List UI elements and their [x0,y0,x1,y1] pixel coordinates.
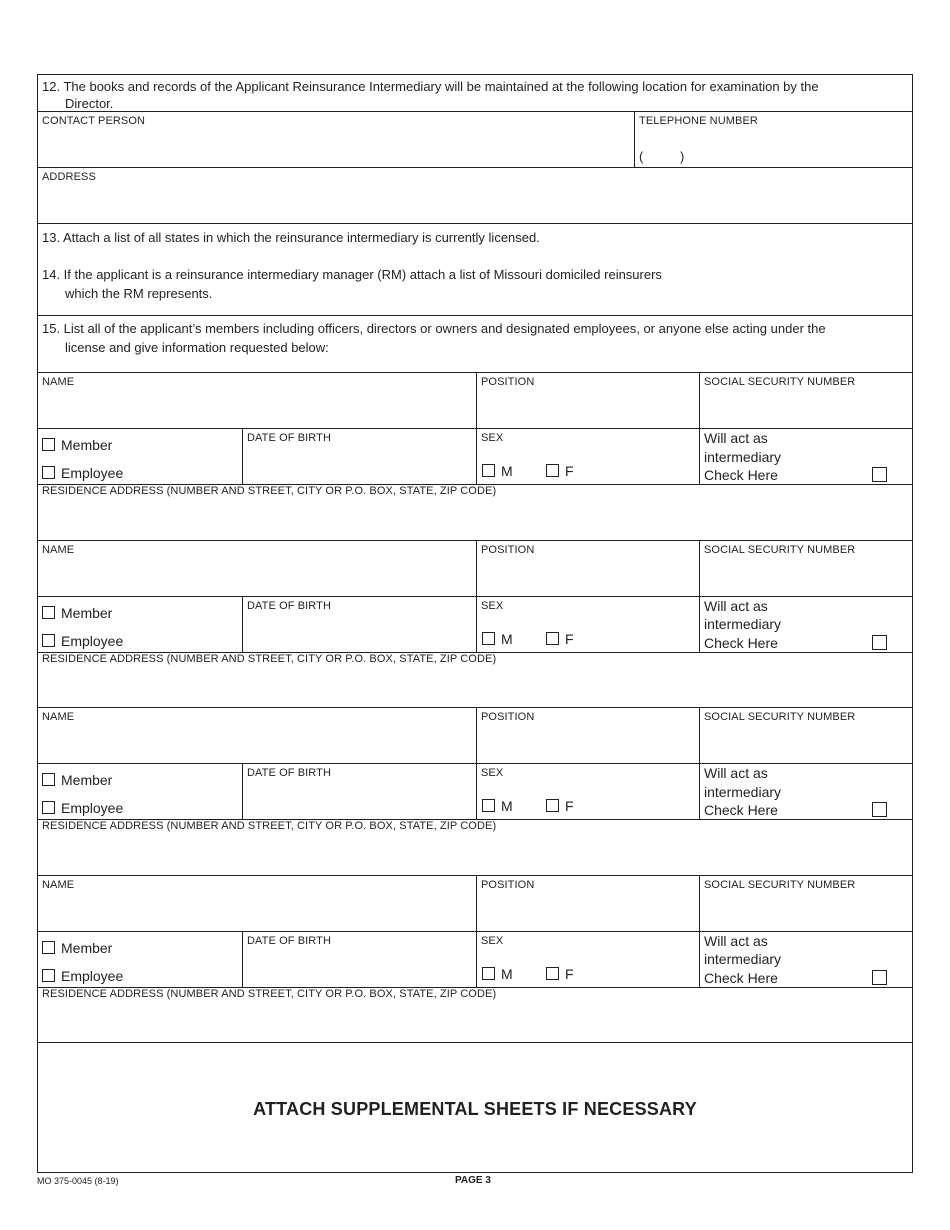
member-option[interactable] [42,940,112,956]
employee-option[interactable] [42,968,123,984]
dob-label: DATE OF BIRTH [247,767,332,779]
member-option-label: Member [61,772,113,788]
ssn-label: SOCIAL SECURITY NUMBER [704,376,856,388]
sex-female-checkbox[interactable] [546,464,559,477]
sex-field [476,429,699,484]
member-type-cell [38,429,242,484]
dob-field[interactable] [242,932,476,987]
form-number: MO 375-0045 (8-19) [37,1176,119,1186]
q15-row [38,316,912,373]
employee-option-label: Employee [61,800,124,816]
dob-label: DATE OF BIRTH [247,599,332,612]
name-label: NAME [42,711,75,723]
sex-female-label: F [565,463,574,479]
name-field[interactable] [38,541,476,596]
intermediary-checkbox[interactable] [872,635,887,650]
employee-option-label: Employee [61,632,124,649]
sex-female-option[interactable] [546,798,574,814]
intermediary-checkbox[interactable] [872,467,887,482]
employee-checkbox[interactable] [42,466,55,479]
residence-address-label: RESIDENCE ADDRESS (NUMBER AND STREET, CITY OR P.O. BOX, STATE, ZIP CODE) [42,820,497,832]
position-field[interactable] [476,541,699,596]
position-field[interactable] [476,708,699,763]
position-label: POSITION [481,376,535,388]
sex-field [476,764,699,819]
address-label: ADDRESS [42,171,96,183]
sex-male-option[interactable] [482,966,513,982]
member-block [38,876,912,1044]
sex-female-checkbox[interactable] [546,967,559,980]
name-field[interactable] [38,373,476,428]
sex-male-label: M [501,965,513,982]
residence-address-field[interactable] [38,653,912,709]
sex-male-label: M [501,630,513,647]
intermediary-checkbox[interactable] [872,802,887,817]
sex-male-option[interactable] [482,631,513,647]
member-block [38,373,912,541]
ssn-field[interactable] [699,541,912,596]
name-label: NAME [42,543,75,556]
intermediary-checkbox[interactable] [872,970,887,985]
telephone-label: TELEPHONE NUMBER [639,115,758,127]
sex-female-label: F [565,798,574,814]
ssn-field[interactable] [699,373,912,428]
sex-label: SEX [481,767,504,779]
sex-female-checkbox[interactable] [546,632,559,645]
intermediary-cell [699,932,912,987]
dob-field[interactable] [242,429,476,484]
residence-address-field[interactable] [38,820,912,876]
member-option[interactable] [42,605,112,621]
position-label: POSITION [481,878,535,891]
type-dob-sex-row [38,764,912,820]
intermediary-text: Will act as intermediary Check Here [704,932,782,986]
dob-label: DATE OF BIRTH [247,432,332,444]
sex-male-option[interactable] [482,463,513,479]
intermediary-cell [699,597,912,652]
sex-male-option[interactable] [482,798,513,814]
intermediary-text: Will act as intermediary Check Here [704,430,782,483]
page-number: PAGE 3 [455,1175,491,1186]
q15-text: 15. List all of the applicant’s members including officers, directors or owners and designated employees, or anyone else acting under the license and give information requested below: [42,321,826,355]
sex-male-checkbox[interactable] [482,799,495,812]
member-checkbox[interactable] [42,438,55,451]
area-code-open-paren: ( [639,149,644,164]
intermediary-text: Will act as intermediary Check Here [704,597,782,651]
employee-checkbox[interactable] [42,969,55,982]
sex-field [476,932,699,987]
member-type-cell [38,932,242,987]
sex-male-checkbox[interactable] [482,464,495,477]
intermediary-cell [699,764,912,819]
sex-female-option[interactable] [546,463,574,479]
type-dob-sex-row [38,932,912,988]
sex-male-label: M [501,798,513,814]
address-row[interactable] [38,168,912,224]
ssn-label: SOCIAL SECURITY NUMBER [704,711,856,723]
member-type-cell [38,764,242,819]
q12-row [38,75,912,112]
employee-checkbox[interactable] [42,634,55,647]
dob-field[interactable] [242,764,476,819]
member-option[interactable] [42,437,112,453]
name-field[interactable] [38,708,476,763]
sex-female-option[interactable] [546,966,574,982]
name-position-ssn-row [38,373,912,429]
position-label: POSITION [481,711,535,723]
q14-text: 14. If the applicant is a reinsurance intermediary manager (RM) attach a list of Missouri domiciled reinsurers which the RM represents. [42,267,662,301]
intermediary-cell [699,429,912,484]
supplemental-notice: ATTACH SUPPLEMENTAL SHEETS IF NECESSARY [253,1099,697,1119]
residence-address-label: RESIDENCE ADDRESS (NUMBER AND STREET, CITY OR P.O. BOX, STATE, ZIP CODE) [42,485,497,497]
contact-person-label: CONTACT PERSON [42,115,146,127]
position-field[interactable] [476,373,699,428]
employee-option[interactable] [42,465,123,481]
telephone-field[interactable] [634,112,912,167]
sex-label: SEX [481,432,504,444]
residence-address-field[interactable] [38,485,912,541]
ssn-label: SOCIAL SECURITY NUMBER [704,543,856,556]
ssn-field[interactable] [699,708,912,763]
residence-address-label: RESIDENCE ADDRESS (NUMBER AND STREET, CITY OR P.O. BOX, STATE, ZIP CODE) [42,987,497,1000]
contact-row [38,112,912,168]
sex-female-label: F [565,965,574,982]
type-dob-sex-row [38,597,912,653]
name-position-ssn-row [38,541,912,597]
q13-q14-row [38,224,912,316]
q12-text: 12. The books and records of the Applicant Reinsurance Intermediary will be maintained at the following location for examination by the Director. [42,79,819,111]
supplemental-row [38,1043,912,1172]
sex-female-checkbox[interactable] [546,799,559,812]
member-type-cell [38,597,242,652]
residence-address-field[interactable] [38,988,912,1044]
type-dob-sex-row [38,429,912,485]
sex-female-label: F [565,630,574,647]
position-label: POSITION [481,543,535,556]
ssn-label: SOCIAL SECURITY NUMBER [704,878,856,891]
member-option-label: Member [61,604,113,621]
employee-option-label: Employee [61,465,124,481]
employee-checkbox[interactable] [42,801,55,814]
name-field[interactable] [38,876,476,931]
employee-option[interactable] [42,633,123,649]
sex-field [476,597,699,652]
q13-text: 13. Attach a list of all states in which the reinsurance intermediary is currently licensed. [42,230,540,245]
sex-male-checkbox[interactable] [482,967,495,980]
intermediary-text: Will act as intermediary Check Here [704,765,782,818]
member-block [38,708,912,876]
employee-option-label: Employee [61,967,124,984]
dob-label: DATE OF BIRTH [247,934,332,947]
contact-person-field[interactable] [38,112,634,167]
member-option-label: Member [61,939,113,956]
dob-field[interactable] [242,597,476,652]
name-label: NAME [42,878,75,891]
member-option-label: Member [61,437,113,453]
area-code-close-paren: ) [680,149,685,164]
member-checkbox[interactable] [42,941,55,954]
member-block [38,541,912,709]
member-checkbox[interactable] [42,606,55,619]
sex-female-option[interactable] [546,631,574,647]
sex-label: SEX [481,934,504,947]
sex-male-checkbox[interactable] [482,632,495,645]
member-option[interactable] [42,772,112,788]
residence-address-label: RESIDENCE ADDRESS (NUMBER AND STREET, CITY OR P.O. BOX, STATE, ZIP CODE) [42,652,497,665]
form-page [37,74,913,1173]
name-label: NAME [42,376,75,388]
sex-male-label: M [501,463,513,479]
sex-label: SEX [481,599,504,612]
name-position-ssn-row [38,708,912,764]
ssn-field[interactable] [699,876,912,931]
employee-option[interactable] [42,800,123,816]
member-checkbox[interactable] [42,773,55,786]
position-field[interactable] [476,876,699,931]
name-position-ssn-row [38,876,912,932]
